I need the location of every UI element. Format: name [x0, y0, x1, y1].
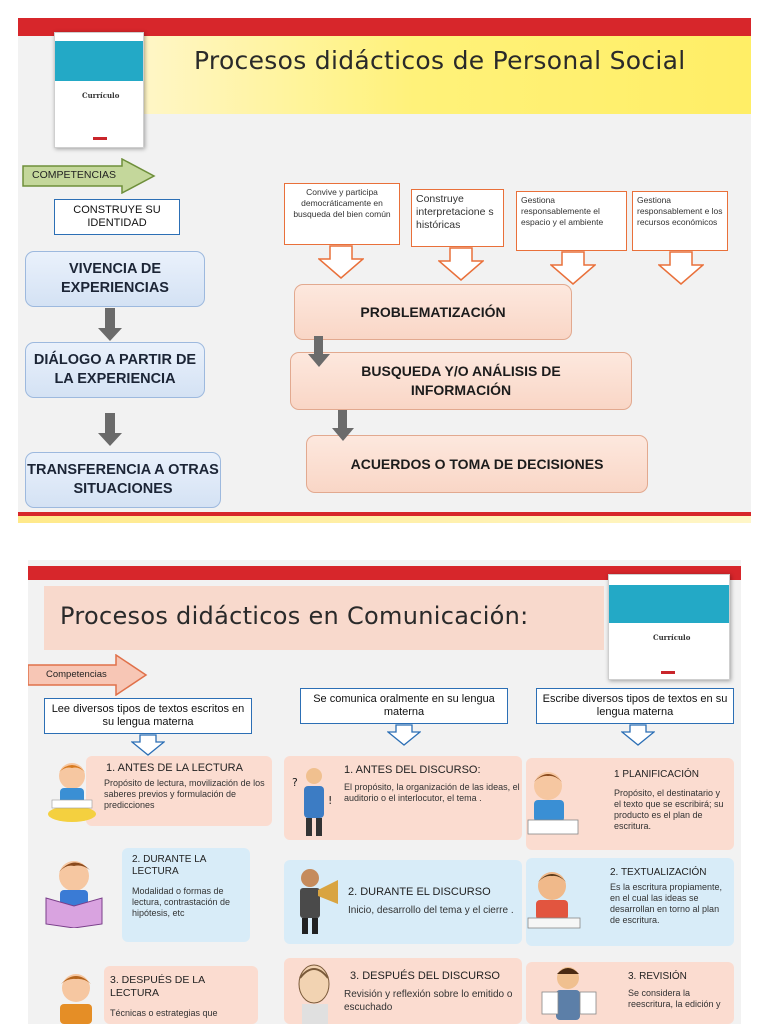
card-revision: 3. REVISIÓN Se considera la reescritura, la edición y — [526, 962, 734, 1024]
child-reading-illustration — [42, 756, 98, 826]
competency-construye: Construye interpretacione s históricas — [411, 189, 504, 247]
competency-gestiona-recursos: Gestiona responsablement e los recursos económicos — [632, 191, 728, 251]
curriculum-book-image — [54, 32, 144, 148]
kid-at-desk-illustration — [524, 864, 584, 936]
header-escribe: Escribe diversos tipos de textos en su lengua materna — [536, 688, 734, 724]
step-acuerdos: ACUERDOS O TOMA DE DECISIONES — [306, 435, 648, 493]
down-outline-arrow-icon — [387, 724, 421, 746]
step-busqueda: BUSQUEDA Y/O ANÁLISIS DE INFORMACIÓN — [290, 352, 632, 410]
teen-with-paper-illustration — [540, 962, 598, 1024]
page-title: Procesos didácticos de Personal Social — [194, 46, 686, 75]
down-outline-arrow-icon — [621, 724, 655, 746]
curriculum-book-image — [608, 574, 730, 680]
card-despues-lectura: 3. DESPUÉS DE LA LECTURA Técnicas o estrategias que — [104, 966, 258, 1024]
book-title: Currículo — [82, 91, 120, 100]
card-despues-discurso: 3. DESPUÉS DEL DISCURSO Revisión y reflexión sobre lo emitido o escuchado — [284, 958, 522, 1024]
card-planificacion: 1 PLANIFICACIÓN Propósito, el destinatario y el texto que se escribirá; su producto es el plan de escritura. — [526, 758, 734, 850]
boy-writing-illustration — [524, 764, 584, 840]
step-vivencia: VIVENCIA DE EXPERIENCIAS — [25, 251, 205, 307]
competency-convive: Convive y participa democráticamente en busqueda del bien común — [284, 183, 400, 245]
step-problematizacion: PROBLEMATIZACIÓN — [294, 284, 572, 340]
down-arrow-icon — [97, 308, 123, 342]
header-lee: Lee diversos tipos de textos escritos en su lengua materna — [44, 698, 252, 734]
down-outline-arrow-icon — [658, 251, 704, 285]
megaphone-speaker-illustration — [290, 864, 342, 936]
listener-illustration — [290, 960, 342, 1024]
slide-personal-social — [18, 18, 751, 523]
svg-text:!: ! — [328, 794, 333, 807]
card-antes-discurso: 1. ANTES DEL DISCURSO: El propósito, la organización de las ideas, el auditorio o el interlocutor, el tema . — [284, 756, 522, 840]
competency-gestiona-espacio: Gestiona responsablemente el espacio y el ambiente — [516, 191, 627, 251]
competencias-arrow — [28, 654, 148, 696]
header-se-comunica: Se comunica oralmente en su lengua materna — [300, 688, 508, 724]
boy-with-book-illustration — [40, 854, 110, 928]
slide-comunicacion — [28, 560, 741, 1024]
book-title: Currículo — [653, 633, 691, 642]
down-arrow-icon — [331, 410, 355, 442]
competencias-arrow — [22, 158, 156, 194]
down-outline-arrow-icon — [131, 734, 165, 756]
step-dialogo: DIÁLOGO A PARTIR DE LA EXPERIENCIA — [25, 342, 205, 398]
card-durante-lectura: 2. DURANTE LA LECTURA Modalidad o formas de lectura, contrastación de hipótesis, etc — [122, 848, 250, 942]
boy-thinking-illustration — [46, 966, 106, 1024]
competencias-label: Competencias — [46, 669, 107, 680]
bottom-yellow-line — [18, 516, 751, 523]
card-antes-lectura: 1. ANTES DE LA LECTURA Propósito de lectura, movilización de los saberes previos y formulación de predicciones — [86, 756, 272, 826]
competencias-label: COMPETENCIAS — [32, 169, 117, 181]
page-title: Procesos didácticos en Comunicación: — [60, 602, 529, 630]
step-transferencia: TRANSFERENCIA A OTRAS SITUACIONES — [25, 452, 221, 508]
down-arrow-icon — [97, 413, 123, 447]
down-outline-arrow-icon — [438, 247, 484, 281]
card-textualizacion: 2. TEXTUALIZACIÓN Es la escritura propiamente, en el cual las ideas se desarrollan en torno al plan de escritura. — [526, 858, 734, 946]
down-arrow-icon — [307, 336, 331, 368]
identity-box: CONSTRUYE SU IDENTIDAD — [54, 199, 180, 235]
card-durante-discurso: 2. DURANTE EL DISCURSO Inicio, desarrollo del tema y el cierre . — [284, 860, 522, 944]
down-outline-arrow-icon — [550, 251, 596, 285]
down-outline-arrow-icon — [318, 245, 364, 279]
speaker-illustration — [290, 764, 342, 838]
svg-text:?: ? — [292, 776, 298, 789]
